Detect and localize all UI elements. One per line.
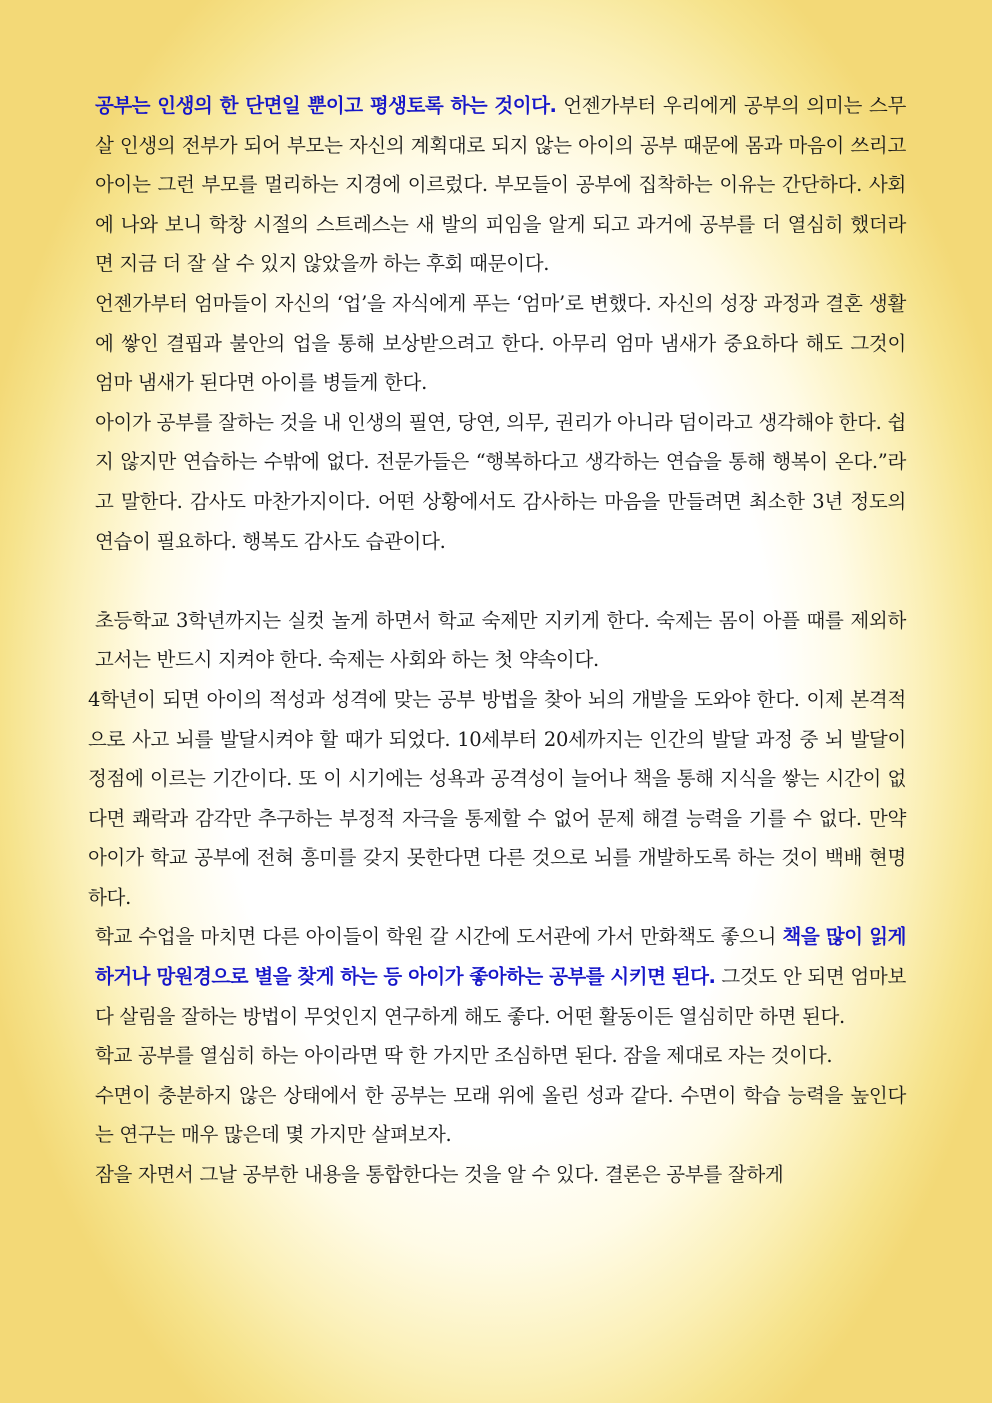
paragraph-gap <box>88 561 906 601</box>
paragraph-3: 아이가 공부를 잘하는 것을 내 인생의 필연, 당연, 의무, 권리가 아니라 덤이라고 생각해야 한다. 쉽지 않지만 연습하는 수밖에 없다. 전문가들은 “행복하다고 생각하는 연습을 통해 행복이 온다.”라고 말한다. 감사도 마찬가지이다. 어떤 상황에서도 감사하는 마음을 만들려면 최소한 3년 정도의 연습이 필요하다. 행복도 감사도 습관이다. <box>95 410 906 553</box>
paragraph-6-before: 학교 수업을 마치면 다른 아이들이 학원 갈 시간에 도서관에 가서 만화책도 좋으니 <box>95 925 783 949</box>
paragraph-1-text: 언젠가부터 우리에게 공부의 의미는 스무 살 인생의 전부가 되어 부모는 자신의 계획대로 되지 않는 아이의 공부 때문에 몸과 마음이 쓰리고 아이는 그런 부모를 멀리하는 지경에 이르렀다. 부모들이 공부에 집착하는 이유는 간단하다. 사회에 나와 보니 학창 시절의 스트레스는 새 발의 피임을 알게 되고 과거에 공부를 더 열심히 했더라면 지금 더 잘 살 수 있지 않았을까 하는 후회 때문이다. <box>95 94 906 276</box>
highlighted-sentence-1: 공부는 인생의 한 단면일 뿐이고 평생토록 하는 것이다. <box>95 94 557 117</box>
paragraph-5: 4학년이 되면 아이의 적성과 성격에 맞는 공부 방법을 찾아 뇌의 개발을 도와야 한다. 이제 본격적으로 사고 뇌를 발달시켜야 할 때가 되었다. 10세부터 20세까지는 인간의 발달 과정 중 뇌 발달이 정점에 이르는 기간이다. 또 이 시기에는 성욕과 공격성이 늘어나 책을 통해 지식을 쌓는 시간이 없다면 쾌락과 감각만 추구하는 부정적 자극을 통제할 수 없어 문제 해결 능력을 기를 수 없다. 만약 아이가 학교 공부에 전혀 흥미를 갖지 못한다면 다른 것으로 뇌를 개발하도록 하는 것이 백배 현명하다. <box>88 687 906 909</box>
body-text <box>88 86 906 1195</box>
paragraph-8: 수면이 충분하지 않은 상태에서 한 공부는 모래 위에 올린 성과 같다. 수면이 학습 능력을 높인다는 연구는 매우 많은데 몇 가지만 살펴보자. <box>95 1083 906 1147</box>
paragraph-6-after: 그것도 안 되면 엄마보다 살림을 잘하는 방법이 무엇인지 연구하게 해도 좋다. 어떤 활동이든 열심히만 하면 된다. <box>95 965 906 1028</box>
highlighted-sentence-2: 책을 많이 읽게 하거나 망원경으로 별을 찾게 하는 등 아이가 좋아하는 공부를 시키면 된다. <box>95 925 906 989</box>
paragraph-7: 학교 공부를 열심히 하는 아이라면 딱 한 가지만 조심하면 된다. 잠을 제대로 자는 것이다. <box>95 1044 833 1068</box>
paragraph-9: 잠을 자면서 그날 공부한 내용을 통합한다는 것을 알 수 있다. 결론은 공부를 잘하게 <box>95 1163 784 1187</box>
paragraph-4: 초등학교 3학년까지는 실컷 놀게 하면서 학교 숙제만 지키게 한다. 숙제는 몸이 아플 때를 제외하고서는 반드시 지켜야 한다. 숙제는 사회와 하는 첫 약속이다. <box>95 608 906 672</box>
paragraph-1 <box>88 86 906 284</box>
paragraph-6 <box>88 917 906 1036</box>
paragraph-2: 언젠가부터 엄마들이 자신의 ‘업’을 자식에게 푸는 ‘엄마’로 변했다. 자신의 성장 과정과 결혼 생활에 쌓인 결핍과 불안의 업을 통해 보상받으려고 한다. 아무리 엄마 냄새가 중요하다 해도 그것이 엄마 냄새가 된다면 아이를 병들게 한다. <box>95 291 906 395</box>
